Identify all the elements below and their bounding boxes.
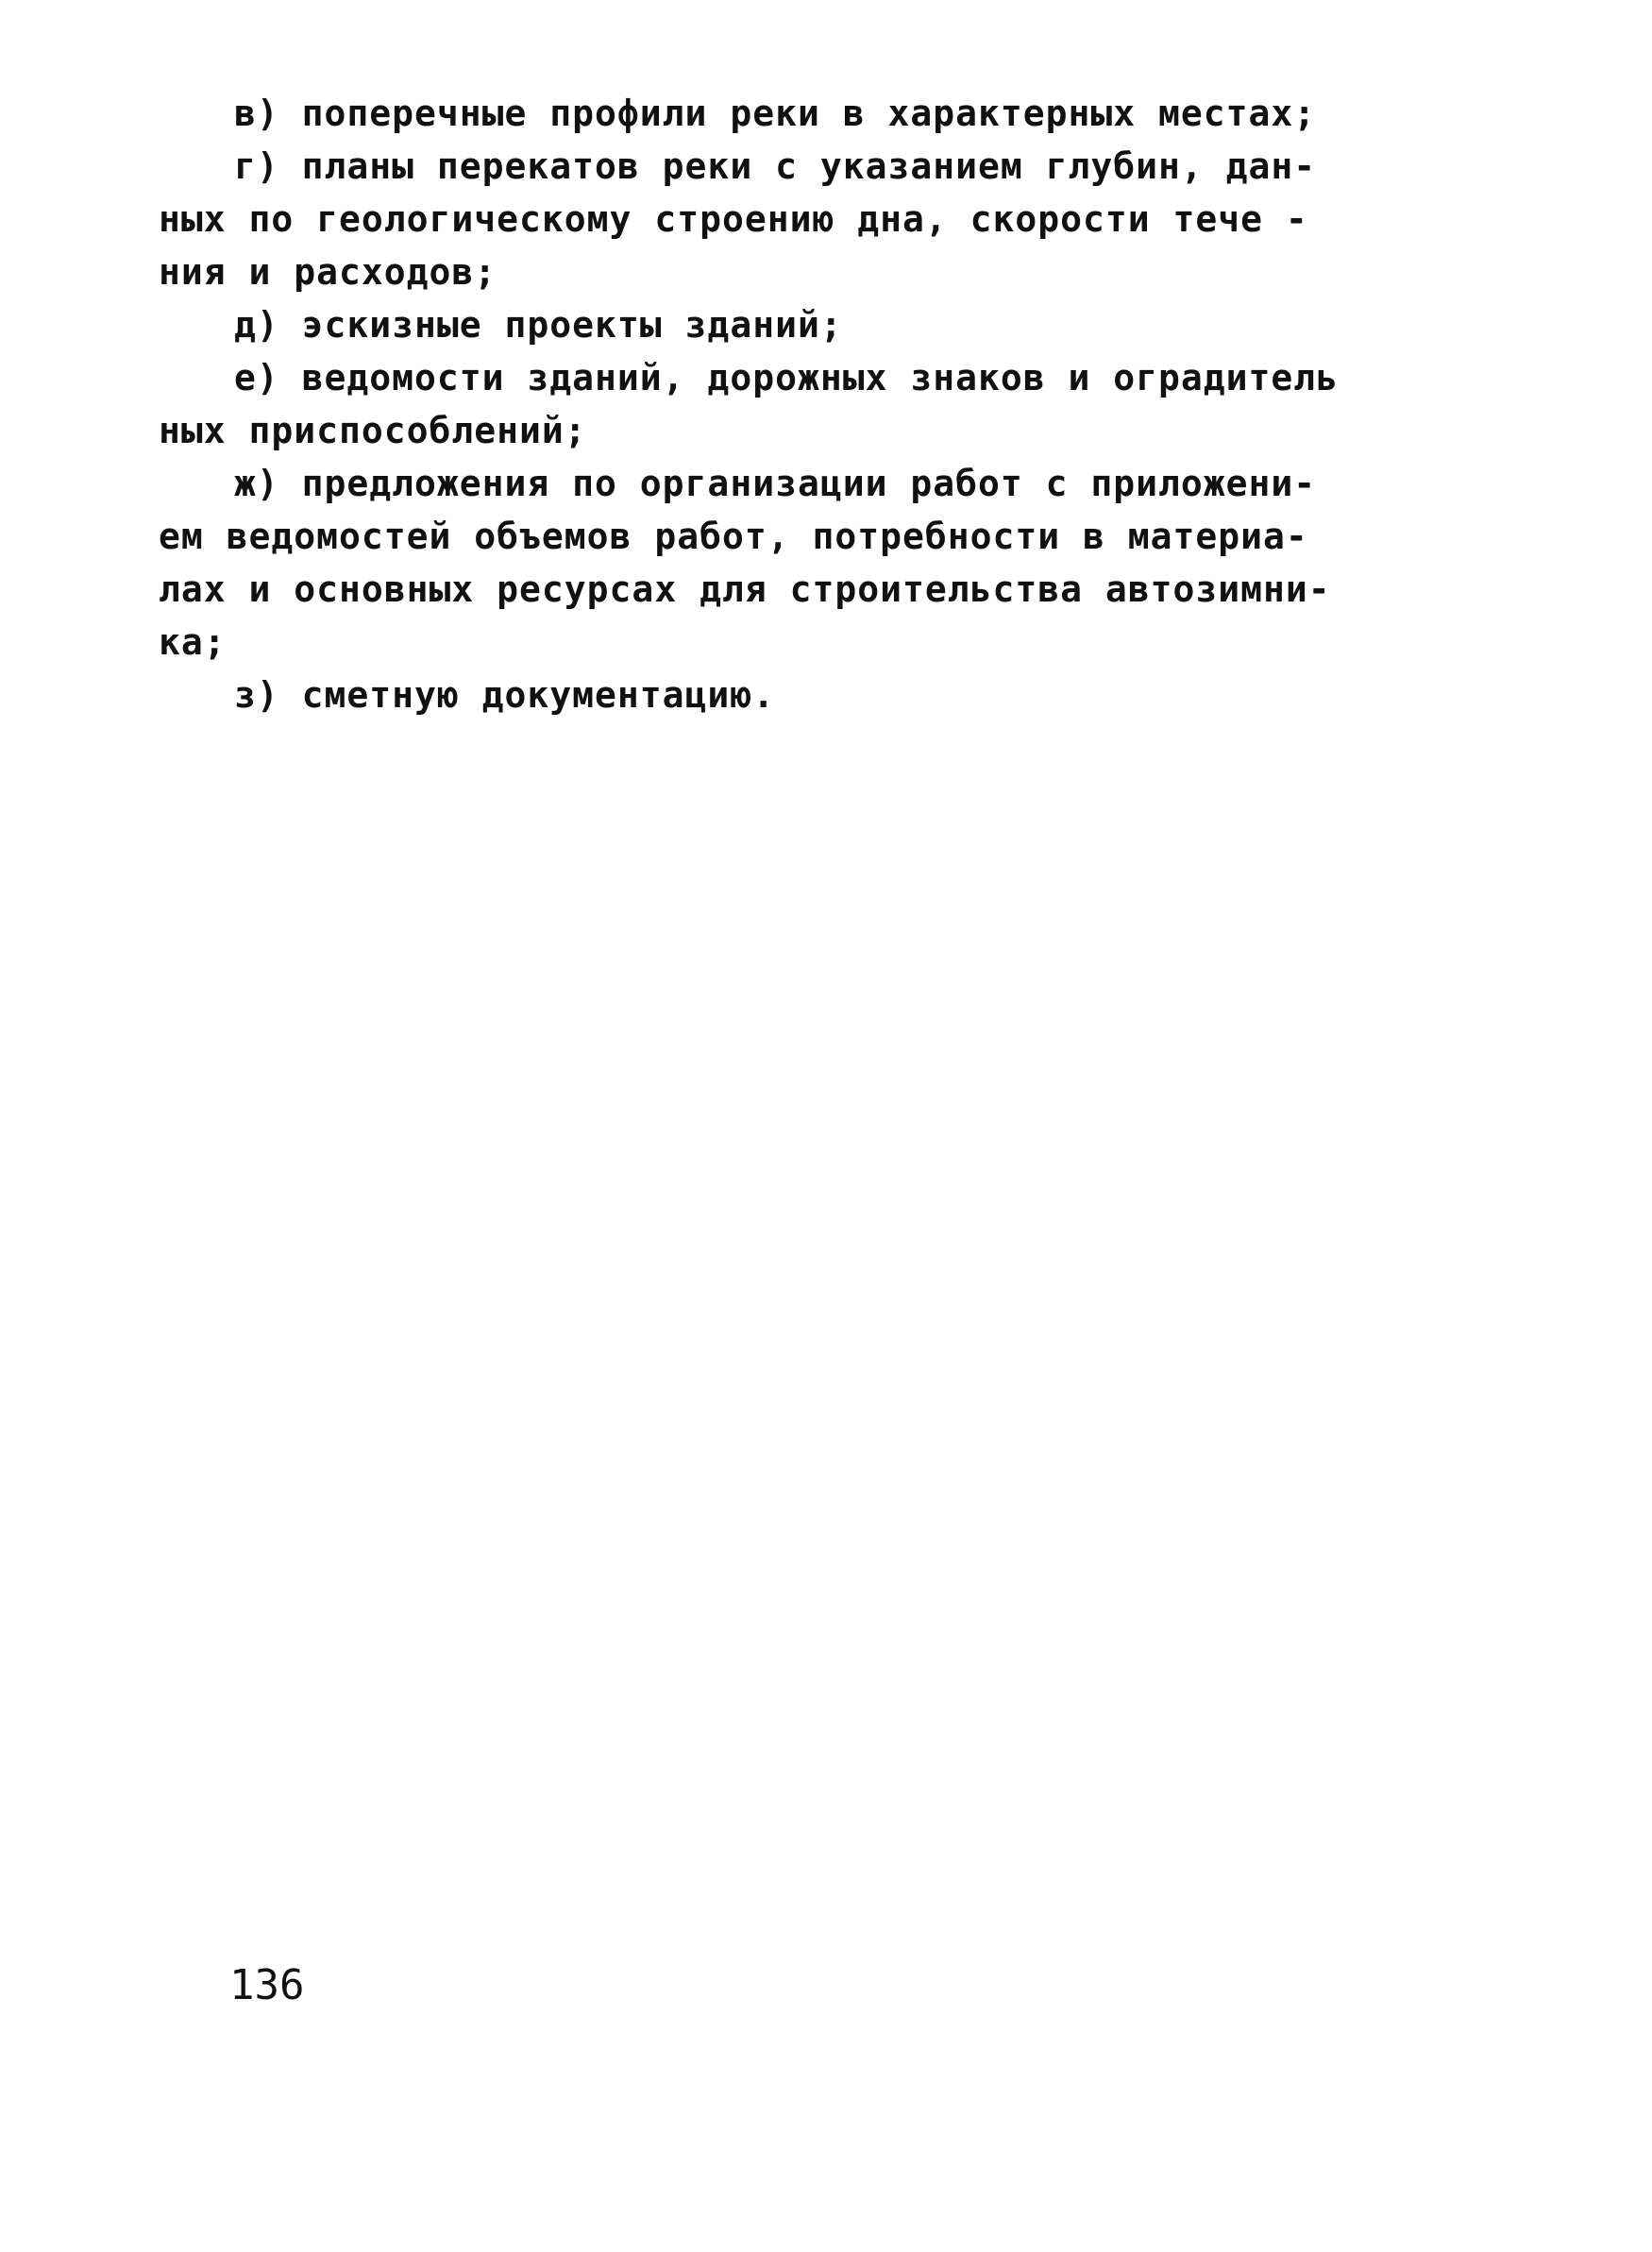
list-item-zh: ж) предложения по организации работ с приложени-	[234, 463, 1317, 504]
body-text	[159, 87, 1480, 721]
list-item-zh-continued: ем ведомостей объемов работ, потребности в материа-	[159, 516, 1308, 557]
list-item-g-continued: ния и расходов;	[159, 251, 497, 293]
page-number: 136	[229, 1961, 305, 2009]
list-item-zh-continued: ка;	[159, 621, 227, 663]
list-item-g-continued: ных по геологическому строению дна, скорости тече -	[159, 198, 1308, 240]
list-item-zh-continued: лах и основных ресурсах для строительства автозимни-	[159, 568, 1331, 610]
list-item-e-continued: ных приспособлений;	[159, 410, 587, 451]
list-item-d: д) эскизные проекты зданий;	[234, 304, 843, 346]
list-item-v: в) поперечные профили реки в характерных местах;	[234, 93, 1317, 134]
list-item-g: г) планы перекатов реки с указанием глубин, дан-	[234, 145, 1317, 187]
list-item-z: з) сметную документацию.	[234, 674, 776, 716]
list-item-e: е) ведомости зданий, дорожных знаков и оградитель	[234, 357, 1340, 398]
